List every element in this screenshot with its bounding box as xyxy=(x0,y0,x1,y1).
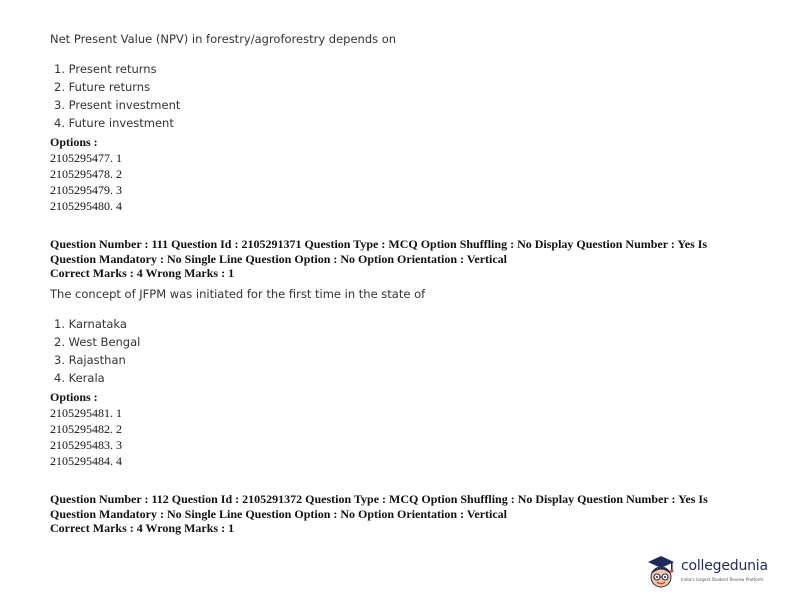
question-meta xyxy=(50,492,740,536)
question-text: The concept of JFPM was initiated for the first time in the state of xyxy=(50,287,426,301)
options-label: Options : xyxy=(50,390,98,404)
choice-2: 2. Future returns xyxy=(54,80,151,94)
collegedunia-logo xyxy=(644,553,784,593)
marks-line: Correct Marks : 4 Wrong Marks : 1 xyxy=(50,266,235,280)
question-meta-line-1: Question Number : 112 Question Id : 2105291372 Question Type : MCQ Option Shuffling : No Display Question Number : Yes Is xyxy=(50,492,708,506)
logo-tagline: India's largest Student Review Platform xyxy=(681,577,764,582)
option-id-4: 2105295484. 4 xyxy=(50,454,122,468)
choice-4: 4. Future investment xyxy=(54,116,174,130)
marks-line: Correct Marks : 4 Wrong Marks : 1 xyxy=(50,521,235,535)
question-meta-line-1: Question Number : 111 Question Id : 2105291371 Question Type : MCQ Option Shuffling : No Display Question Number : Yes Is xyxy=(50,237,708,251)
option-id-2: 2105295482. 2 xyxy=(50,422,122,436)
question-meta xyxy=(50,237,740,281)
mascot-icon xyxy=(644,553,678,591)
option-id-3: 2105295479. 3 xyxy=(50,183,122,197)
question-text: Net Present Value (NPV) in forestry/agroforestry depends on xyxy=(50,32,397,46)
question-meta-line-2: Question Mandatory : No Single Line Question Option : No Option Orientation : Vertical xyxy=(50,506,508,521)
option-id-1: 2105295477. 1 xyxy=(50,151,122,165)
logo-wordmark: collegedunia xyxy=(681,558,768,574)
choice-1: 1. Present returns xyxy=(54,62,157,76)
option-id-3: 2105295483. 3 xyxy=(50,438,122,452)
choice-3: 3. Rajasthan xyxy=(54,353,126,367)
option-id-2: 2105295478. 2 xyxy=(50,167,122,181)
choice-3: 3. Present investment xyxy=(54,98,181,112)
choice-4: 4. Kerala xyxy=(54,371,105,385)
choice-2: 2. West Bengal xyxy=(54,335,141,349)
option-id-4: 2105295480. 4 xyxy=(50,199,122,213)
option-id-1: 2105295481. 1 xyxy=(50,406,122,420)
question-meta-line-2: Question Mandatory : No Single Line Question Option : No Option Orientation : Vertical xyxy=(50,251,508,266)
options-label: Options : xyxy=(50,135,98,149)
choice-1: 1. Karnataka xyxy=(54,317,127,331)
